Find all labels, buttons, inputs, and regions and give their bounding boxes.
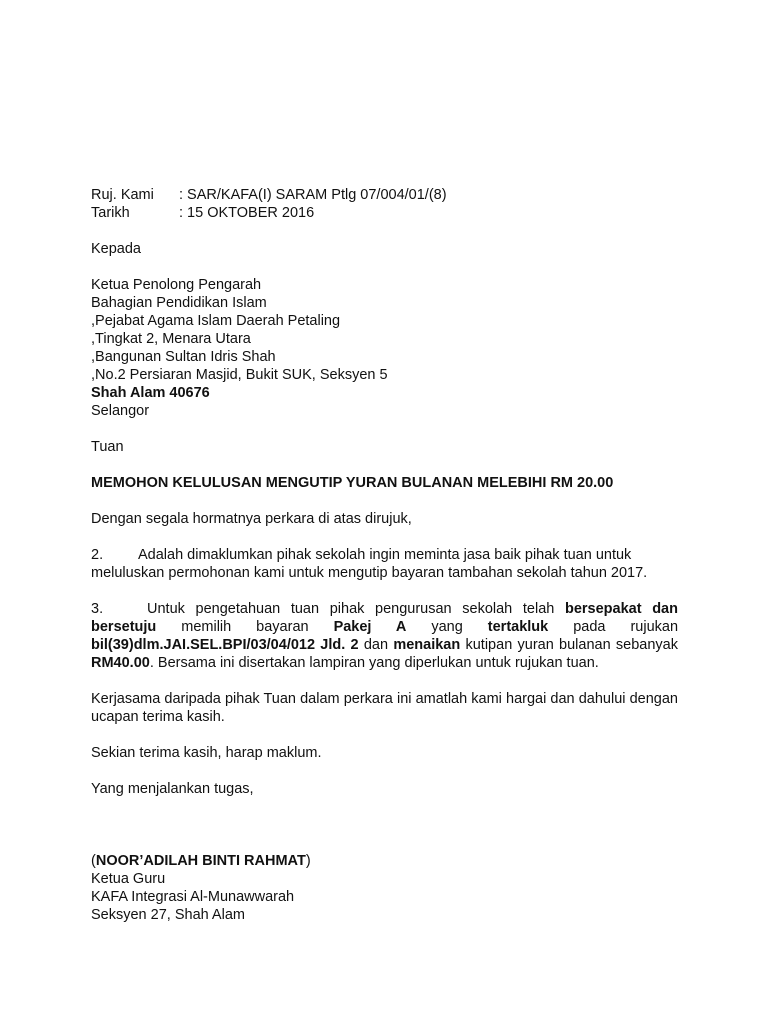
paragraph-2-line-1: Adalah dimaklumkan pihak sekolah ingin meminta jasa baik pihak tuan untuk xyxy=(138,547,632,563)
address-line: Ketua Penolong Pengarah xyxy=(91,277,262,293)
signatory-address: Seksyen 27, Shah Alam xyxy=(91,907,245,923)
paragraph-4: Kerjasama daripada pihak Tuan dalam perkara ini amatlah kami hargai dan dahului dengan ucapan terima kasih. xyxy=(91,691,678,725)
recipient-address xyxy=(91,276,678,420)
address-line: ,No.2 Persiaran Masjid, Bukit SUK, Seksyen 5 xyxy=(91,367,388,383)
letter-body xyxy=(91,186,678,924)
paragraph-2-line-2: meluluskan permohonan kami untuk mengutip bayaran tambahan sekolah tahun 2017. xyxy=(91,565,648,581)
reference-label: Ruj. Kami xyxy=(91,187,154,203)
signatory-organization: KAFA Integrasi Al-Munawwarah xyxy=(91,889,295,905)
paragraph-number: 2. xyxy=(91,547,104,563)
address-state: Selangor xyxy=(91,403,150,419)
signatory-name-line: (NOOR’ADILAH BINTI RAHMAT) xyxy=(91,853,311,869)
reference-value: : SAR/KAFA(I) SARAM Ptlg 07/004/01/(8) xyxy=(179,187,447,203)
address-line: ,Tingkat 2, Menara Utara xyxy=(91,331,251,347)
date-label: Tarikh xyxy=(91,205,130,221)
address-line: ,Pejabat Agama Islam Daerah Petaling xyxy=(91,313,341,329)
kepada-label: Kepada xyxy=(91,241,141,257)
signature-block xyxy=(91,852,678,924)
letter-subject: MEMOHON KELULUSAN MENGUTIP YURAN BULANAN MELEBIHI RM 20.00 xyxy=(91,475,614,491)
address-line: Bahagian Pendidikan Islam xyxy=(91,295,267,311)
opening-line: Dengan segala hormatnya perkara di atas dirujuk, xyxy=(91,511,412,527)
address-city: Shah Alam 40676 xyxy=(91,385,210,401)
closing-line: Yang menjalankan tugas, xyxy=(91,781,254,797)
closing-line: Sekian terima kasih, harap maklum. xyxy=(91,745,322,761)
date-row xyxy=(91,204,678,222)
paragraph-2 xyxy=(91,546,678,582)
paragraph-3: 3. Untuk pengetahuan tuan pihak pengurusan sekolah telah bersepakat dan bersetuju memilih bayaran Pakej A yang tertakluk pada rujukan bil(39)dlm.JAI.SEL.BPI/03/04/012 Jld. 2 dan menaikan kutipan yuran bulanan sebanyak RM40.00. Bersama ini disertakan lampiran yang diperlukan untuk rujukan tuan. xyxy=(91,601,679,671)
reference-row xyxy=(91,186,678,204)
signatory-name: NOOR’ADILAH BINTI RAHMAT xyxy=(95,853,306,869)
signatory-title: Ketua Guru xyxy=(91,871,166,887)
salutation: Tuan xyxy=(91,439,124,455)
address-line: ,Bangunan Sultan Idris Shah xyxy=(91,349,276,365)
date-value: : 15 OKTOBER 2016 xyxy=(179,205,315,221)
paragraph-number: 3. xyxy=(91,601,104,617)
